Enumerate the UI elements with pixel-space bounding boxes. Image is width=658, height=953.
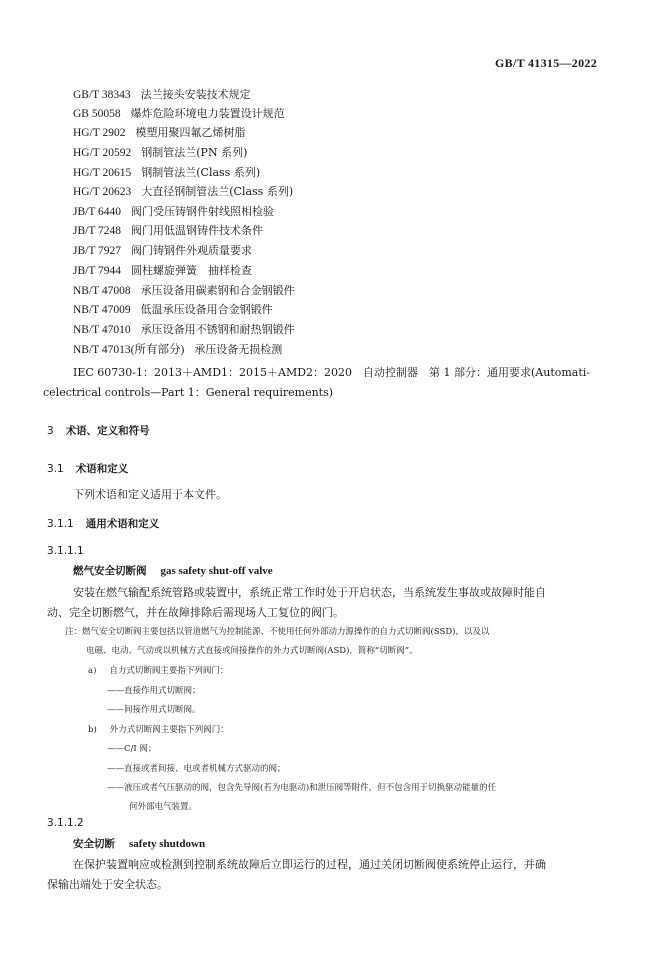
reference-title: 圆柱螺旋弹簧 抽样检查 [131, 264, 253, 277]
reference-code: NB/T 47009 [73, 304, 131, 316]
reference-code: JB/T 7944 [73, 265, 122, 277]
reference-title: 阀门受压铸钢件射线照相检验 [131, 205, 275, 218]
reference-code: HG/T 20615 [73, 167, 132, 179]
reference-item [73, 222, 263, 240]
term-number-text: 3.1.1.2 [47, 817, 84, 829]
reference-item [73, 183, 293, 201]
reference-item [73, 203, 274, 221]
reference-item [73, 282, 295, 300]
reference-title: 爆炸危险环境电力装置设计规范 [130, 107, 285, 120]
reference-code: JB/T 7927 [73, 245, 122, 257]
reference-title: 承压设备用不锈钢和耐热钢锻件 [140, 323, 295, 336]
definition-line: 安装在燃气输配系统管路或装置中，系统正常工作时处于开启状态，当系统发生事故或故障时能自 [73, 586, 546, 599]
term-name-zh: 燃气安全切断阀 [73, 565, 147, 577]
iec-reference-line1: IEC 60730-1：2013＋AMD1：2015＋AMD2：2020 自动控制器 第 1 部分：通用要求(Automati- [73, 366, 591, 379]
note-line: 注：燃气安全切断阀主要包括以管道燃气为控制能源、不使用任何外部动力源操作的自力式切断阀(SSD)，以及以 [65, 627, 490, 637]
dash-item: ——液压或者气压驱动的阀，包含先导阀(若为电驱动)和泄压阀等附件，但不包含用于切换驱动能量的任 [107, 783, 497, 793]
reference-item [73, 321, 295, 339]
reference-title: 低温承压设备用合金钢锻件 [140, 303, 273, 316]
reference-title: 钢制管法兰(PN 系列) [141, 146, 248, 159]
list-text: 自力式切断阀主要指下列阀门： [109, 666, 229, 676]
document-code: GB/T 41315—2022 [495, 56, 597, 70]
section-number: 3 [47, 425, 54, 437]
section-title: 通用术语和定义 [85, 518, 160, 530]
reference-code: HG/T 2902 [73, 127, 126, 139]
reference-code: HG/T 20623 [73, 186, 132, 198]
reference-title: 法兰接头安装技术规定 [140, 88, 251, 101]
definition-line: 保输出端处于安全状态。 [47, 878, 168, 891]
reference-title: 钢制管法兰(Class 系列) [141, 166, 261, 179]
term-name [73, 836, 205, 851]
reference-code: JB/T 6440 [73, 206, 122, 218]
reference-item [73, 105, 285, 123]
term-number [47, 817, 96, 829]
reference-code: NB/T 47008 [73, 285, 131, 297]
list-label: a) [88, 666, 97, 676]
reference-item [73, 242, 252, 260]
list-text: 外力式切断阀主要指下列阀门： [109, 725, 229, 735]
definition-line: 在保护装置响应或检测到控制系统故障后立即运行的过程，通过关闭切断阀使系统停止运行，并确 [73, 858, 546, 871]
term-number [47, 545, 96, 557]
section-number: 3.1 [47, 463, 64, 475]
dash-item: ——C/I 阀； [107, 744, 157, 754]
note-line: 电磁、电动、气动或以机械方式直接或间接操作的外力式切断阀(ASD)，简称“切断阀”。 [86, 646, 418, 656]
dash-item-continuation: 何外部电气装置。 [129, 802, 198, 812]
iec-reference-line2: celectrical controls—Part 1：General requirements) [43, 386, 334, 399]
section-3-1-heading [47, 461, 128, 476]
dash-item: ——直接或者间接、电或者机械方式驱动的阀； [107, 764, 286, 774]
reference-item [73, 341, 282, 359]
section-title: 术语、定义和符号 [65, 425, 150, 437]
term-name-en: safety shutdown [129, 838, 206, 850]
reference-item [73, 164, 260, 182]
reference-title: 阀门用低温钢铸件技术条件 [131, 224, 264, 237]
reference-title: 模塑用聚四氟乙烯树脂 [135, 126, 246, 139]
reference-item [73, 262, 252, 280]
definition-line: 动、完全切断燃气，并在故障排除后需现场人工复位的阀门。 [47, 606, 344, 619]
reference-code: NB/T 47013(所有部分) [73, 344, 185, 356]
list-item-a [88, 664, 228, 676]
reference-code: GB 50058 [73, 108, 121, 120]
intro-paragraph: 下列术语和定义适用于本文件。 [73, 488, 227, 501]
reference-code: GB/T 38343 [73, 89, 131, 101]
reference-code: NB/T 47010 [73, 324, 131, 336]
reference-code: JB/T 7248 [73, 225, 122, 237]
reference-item [73, 86, 251, 104]
reference-code: HG/T 20592 [73, 147, 132, 159]
term-number-text: 3.1.1.1 [47, 545, 84, 557]
section-3-heading [47, 423, 150, 438]
reference-title: 承压设备无损检测 [194, 343, 283, 356]
reference-title: 承压设备用碳素钢和合金钢锻件 [140, 284, 295, 297]
dash-item: ——间接作用式切断阀。 [107, 705, 201, 715]
term-name [73, 563, 273, 578]
reference-title: 阀门铸钢件外观质量要求 [131, 244, 253, 257]
section-3-1-1-heading [47, 516, 159, 531]
section-title: 术语和定义 [75, 463, 129, 475]
dash-item: ——直接作用式切断阀； [107, 686, 201, 696]
section-number: 3.1.1 [47, 518, 74, 530]
reference-item [73, 144, 247, 162]
list-item-b [88, 723, 229, 735]
reference-title: 大直径钢制管法兰(Class 系列) [141, 185, 294, 198]
term-name-zh: 安全切断 [73, 838, 115, 850]
term-name-en: gas safety shut-off valve [160, 565, 273, 577]
reference-item [73, 301, 273, 319]
reference-item [73, 124, 246, 142]
list-label: b) [88, 725, 97, 735]
